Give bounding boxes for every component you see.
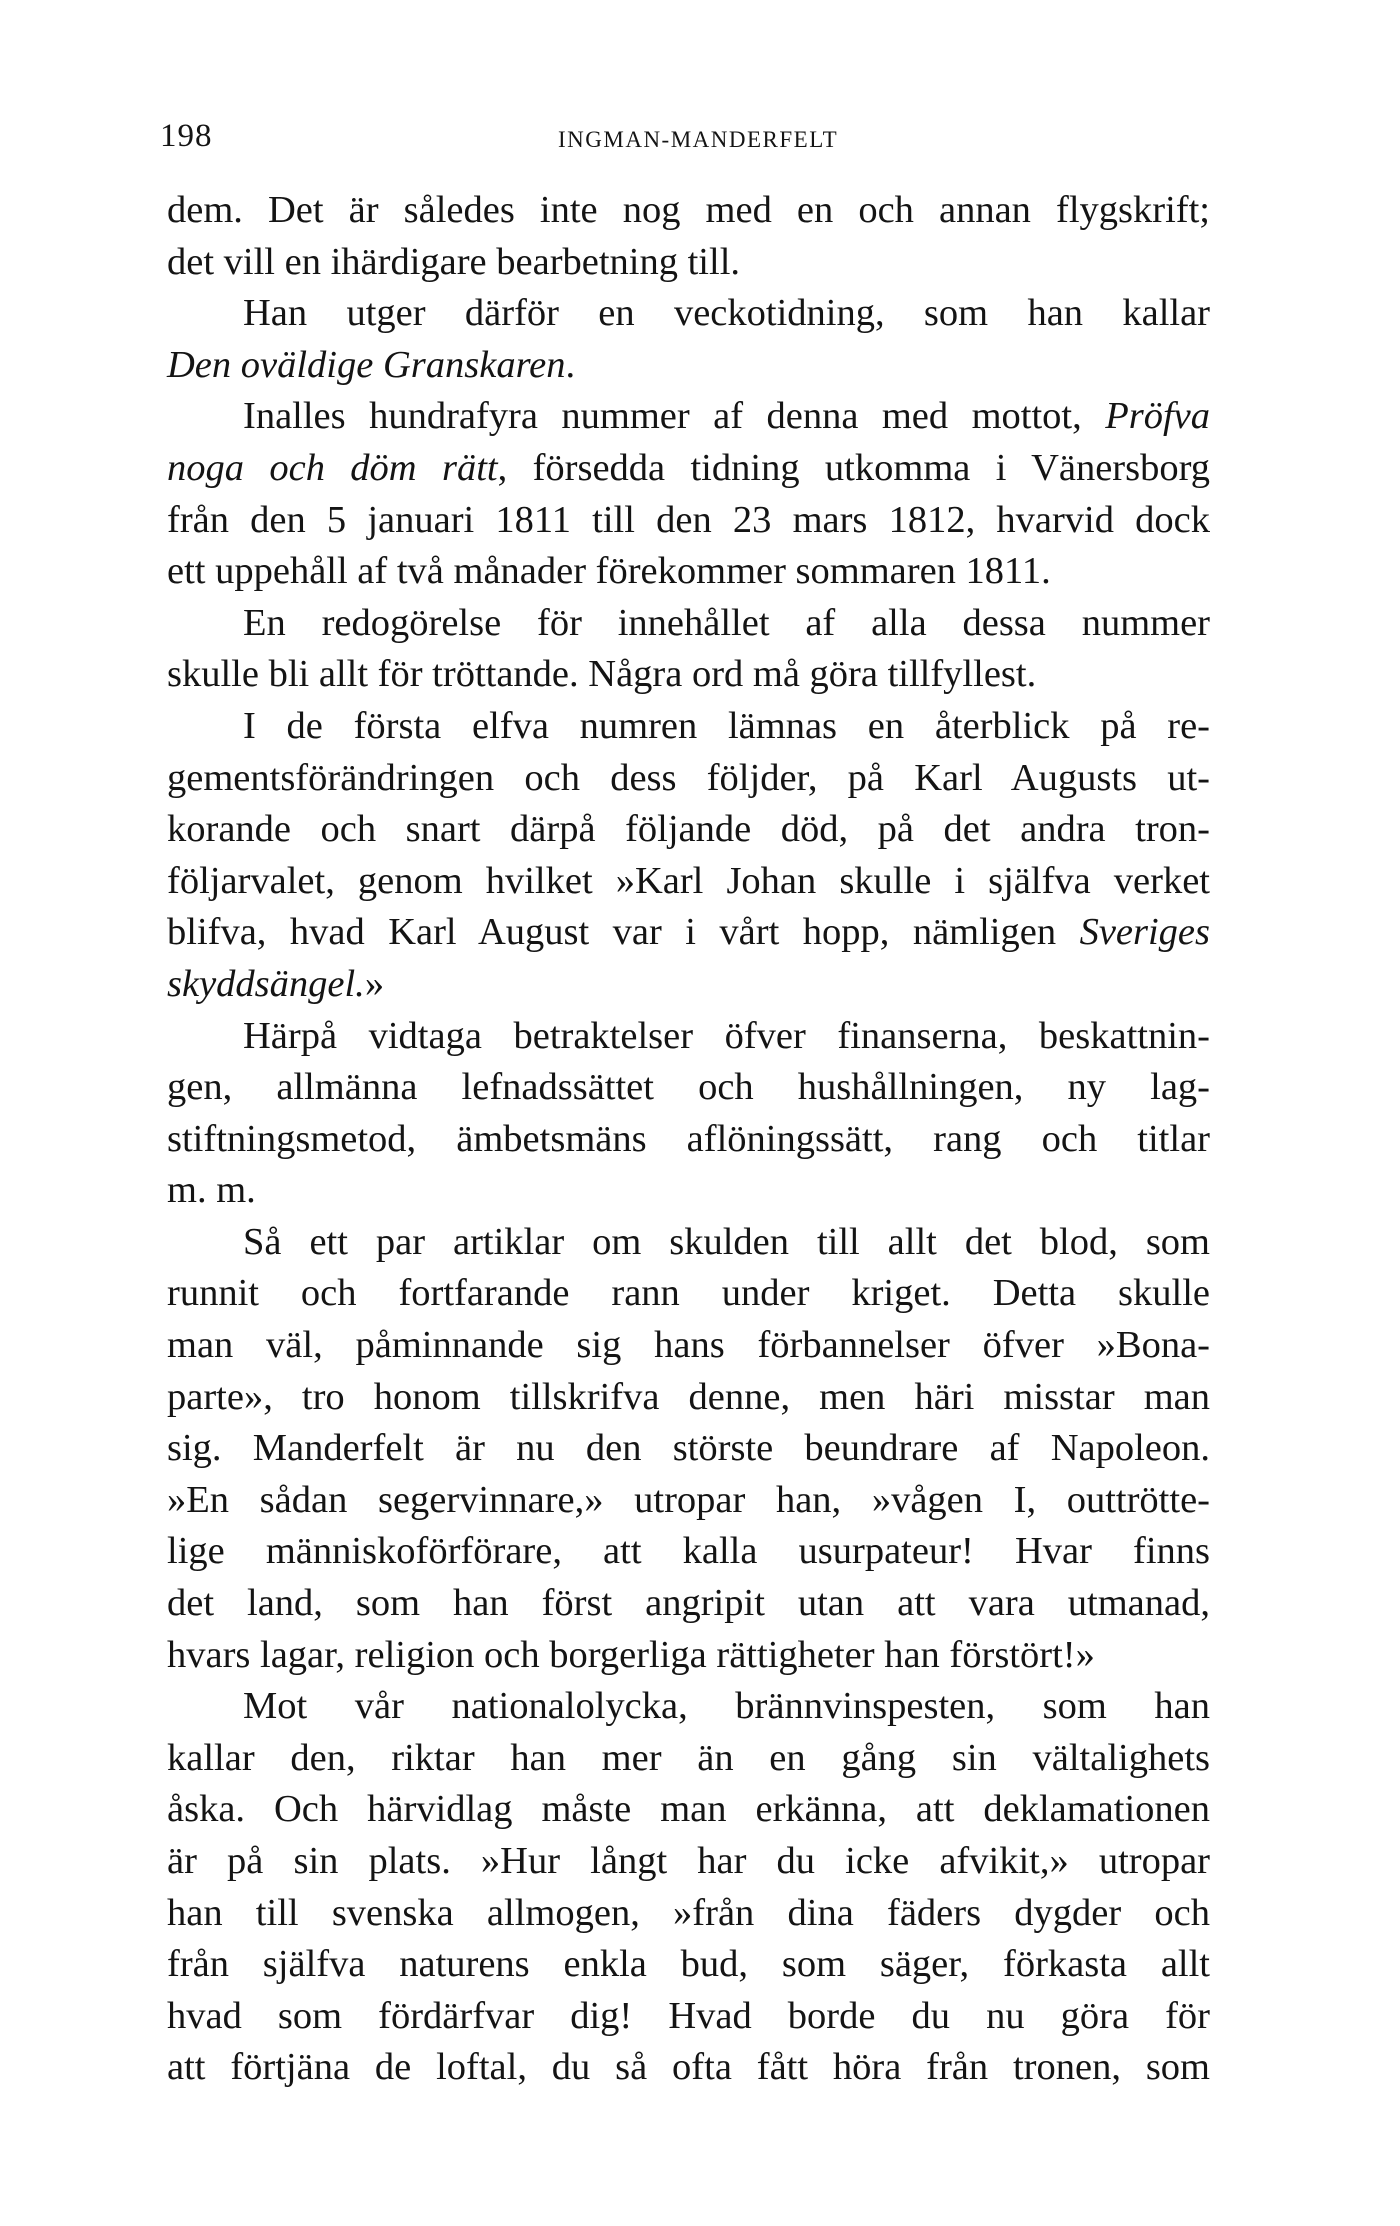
- text-line: [167, 443, 1210, 495]
- text-line: [167, 959, 1210, 1011]
- text-line: [167, 1268, 1210, 1320]
- text-run: från den 5 januari 1811 till den 23 mars 1812, hvarvid dock: [167, 498, 1210, 541]
- text-line: [167, 1320, 1210, 1372]
- text-run: gementsförändringen och dess följder, på Karl Augusts ut-: [167, 756, 1210, 799]
- text-run: ett uppehåll af två månader förekommer sommaren 1811.: [167, 550, 1051, 593]
- text-line: [167, 1681, 1210, 1733]
- text-line: [167, 1888, 1210, 1940]
- text-line: [167, 804, 1210, 856]
- text-run: att förtjäna de loftal, du så ofta fått höra från tronen, som: [167, 2046, 1210, 2089]
- text-line: [167, 598, 1210, 650]
- italic-text: Den oväldige Granskaren: [167, 343, 566, 386]
- italic-text: skyddsängel.: [167, 962, 365, 1005]
- text-line: [167, 1733, 1210, 1785]
- text-run: m. m.: [167, 1169, 256, 1212]
- text-run: det vill en ihärdigare bearbetning till.: [167, 240, 741, 283]
- paragraph: [167, 185, 1210, 288]
- text-line: [167, 649, 1210, 701]
- text-run: Han utger därför en veckotidning, som han kallar: [243, 292, 1210, 335]
- text-line: [167, 701, 1210, 753]
- text-run: blifva, hvad Karl August var i vårt hopp, nämligen: [167, 911, 1080, 954]
- text-run: det land, som han först angripit utan att vara utmanad,: [167, 1582, 1210, 1625]
- text-line: [167, 495, 1210, 547]
- text-run: Inalles hundrafyra nummer af denna med mottot,: [243, 395, 1106, 438]
- text-line: [167, 1784, 1210, 1836]
- paragraph: [167, 288, 1210, 391]
- text-run: parte», tro honom tillskrifva denne, men häri misstar man: [167, 1375, 1210, 1418]
- paragraph: [167, 598, 1210, 701]
- text-line: [167, 856, 1210, 908]
- text-run: hvad som fördärfvar dig! Hvad borde du nu göra för: [167, 1994, 1210, 2037]
- paragraph: [167, 1217, 1210, 1681]
- text-line: [167, 1217, 1210, 1269]
- text-run: sig. Manderfelt är nu den störste beundrare af Napoleon.: [167, 1427, 1210, 1470]
- paragraph: [167, 701, 1210, 1011]
- text-run: från själfva naturens enkla bud, som säger, förkasta allt: [167, 1943, 1210, 1986]
- text-run: han till svenska allmogen, »från dina fäders dygder och: [167, 1891, 1210, 1934]
- text-line: [167, 907, 1210, 959]
- text-run: , försedda tidning utkomma i Vänersborg: [497, 446, 1210, 489]
- italic-text: Sveriges: [1079, 911, 1210, 954]
- text-run: Så ett par artiklar om skulden till allt det blod, som: [243, 1220, 1210, 1263]
- text-line: [167, 2042, 1210, 2094]
- running-title: INGMAN-MANDERFELT: [558, 127, 839, 152]
- text-run: hvars lagar, religion och borgerliga rättigheter han förstört!»: [167, 1633, 1095, 1676]
- text-run: Mot vår nationalolycka, brännvinspesten, som han: [243, 1685, 1210, 1728]
- text-line: [167, 1423, 1210, 1475]
- text-run: »: [364, 962, 385, 1005]
- text-line: [167, 1062, 1210, 1114]
- text-line: [167, 1526, 1210, 1578]
- text-line: [167, 1836, 1210, 1888]
- text-line: [167, 1578, 1210, 1630]
- text-line: [167, 1939, 1210, 1991]
- page-number: 198: [160, 118, 213, 154]
- text-run: skulle bli allt för tröttande. Några ord må göra tillfyllest.: [167, 653, 1037, 696]
- italic-text: Pröfva: [1105, 395, 1210, 438]
- text-line: [167, 1011, 1210, 1063]
- text-run: dem. Det är således inte nog med en och annan flygskrift;: [167, 189, 1210, 231]
- text-run: En redogörelse för innehållet af alla dessa nummer: [243, 601, 1210, 644]
- italic-text: noga och döm rätt: [167, 446, 498, 489]
- text-run: lige människoförförare, att kalla usurpateur! Hvar finns: [167, 1530, 1210, 1573]
- text-run: kallar den, riktar han mer än en gång sin vältalighets: [167, 1736, 1210, 1779]
- text-run: man väl, påminnande sig hans förbannelser öfver »Bona-: [167, 1324, 1210, 1367]
- text-line: [167, 1114, 1210, 1166]
- body-text: [167, 185, 1210, 2094]
- text-run: stiftningsmetod, ämbetsmäns aflöningssätt, rang och titlar: [167, 1117, 1210, 1160]
- text-line: [167, 1991, 1210, 2043]
- text-line: [167, 237, 1210, 289]
- text-line: [167, 1372, 1210, 1424]
- text-line: [167, 1165, 1210, 1217]
- paragraph: [167, 391, 1210, 597]
- text-run: korande och snart därpå följande död, på det andra tron-: [167, 808, 1210, 851]
- text-run: .: [565, 343, 576, 386]
- text-line: [167, 391, 1210, 443]
- text-run: runnit och fortfarande rann under kriget. Detta skulle: [167, 1272, 1210, 1315]
- text-line: [167, 340, 1210, 392]
- text-run: Härpå vidtaga betraktelser öfver finanserna, beskattnin-: [243, 1014, 1210, 1057]
- text-line: [167, 546, 1210, 598]
- paragraph: [167, 1681, 1210, 2094]
- text-run: åska. Och härvidlag måste man erkänna, att deklamationen: [167, 1788, 1210, 1831]
- text-run: »En sådan segervinnare,» utropar han, »vågen I, outtrötte-: [167, 1478, 1210, 1521]
- text-run: gen, allmänna lefnadssättet och hushållningen, ny lag-: [167, 1066, 1210, 1109]
- text-line: [167, 753, 1210, 805]
- text-run: följarvalet, genom hvilket »Karl Johan skulle i själfva verket: [167, 859, 1210, 902]
- text-run: är på sin plats. »Hur långt har du icke afvikit,» utropar: [167, 1840, 1210, 1882]
- text-line: [167, 288, 1210, 340]
- text-run: I de första elfva numren lämnas en återblick på re-: [243, 704, 1210, 747]
- text-line: [167, 1475, 1210, 1527]
- paragraph: [167, 1011, 1210, 1217]
- text-line: [167, 1630, 1210, 1682]
- text-line: [167, 185, 1210, 237]
- running-head: [160, 118, 1210, 158]
